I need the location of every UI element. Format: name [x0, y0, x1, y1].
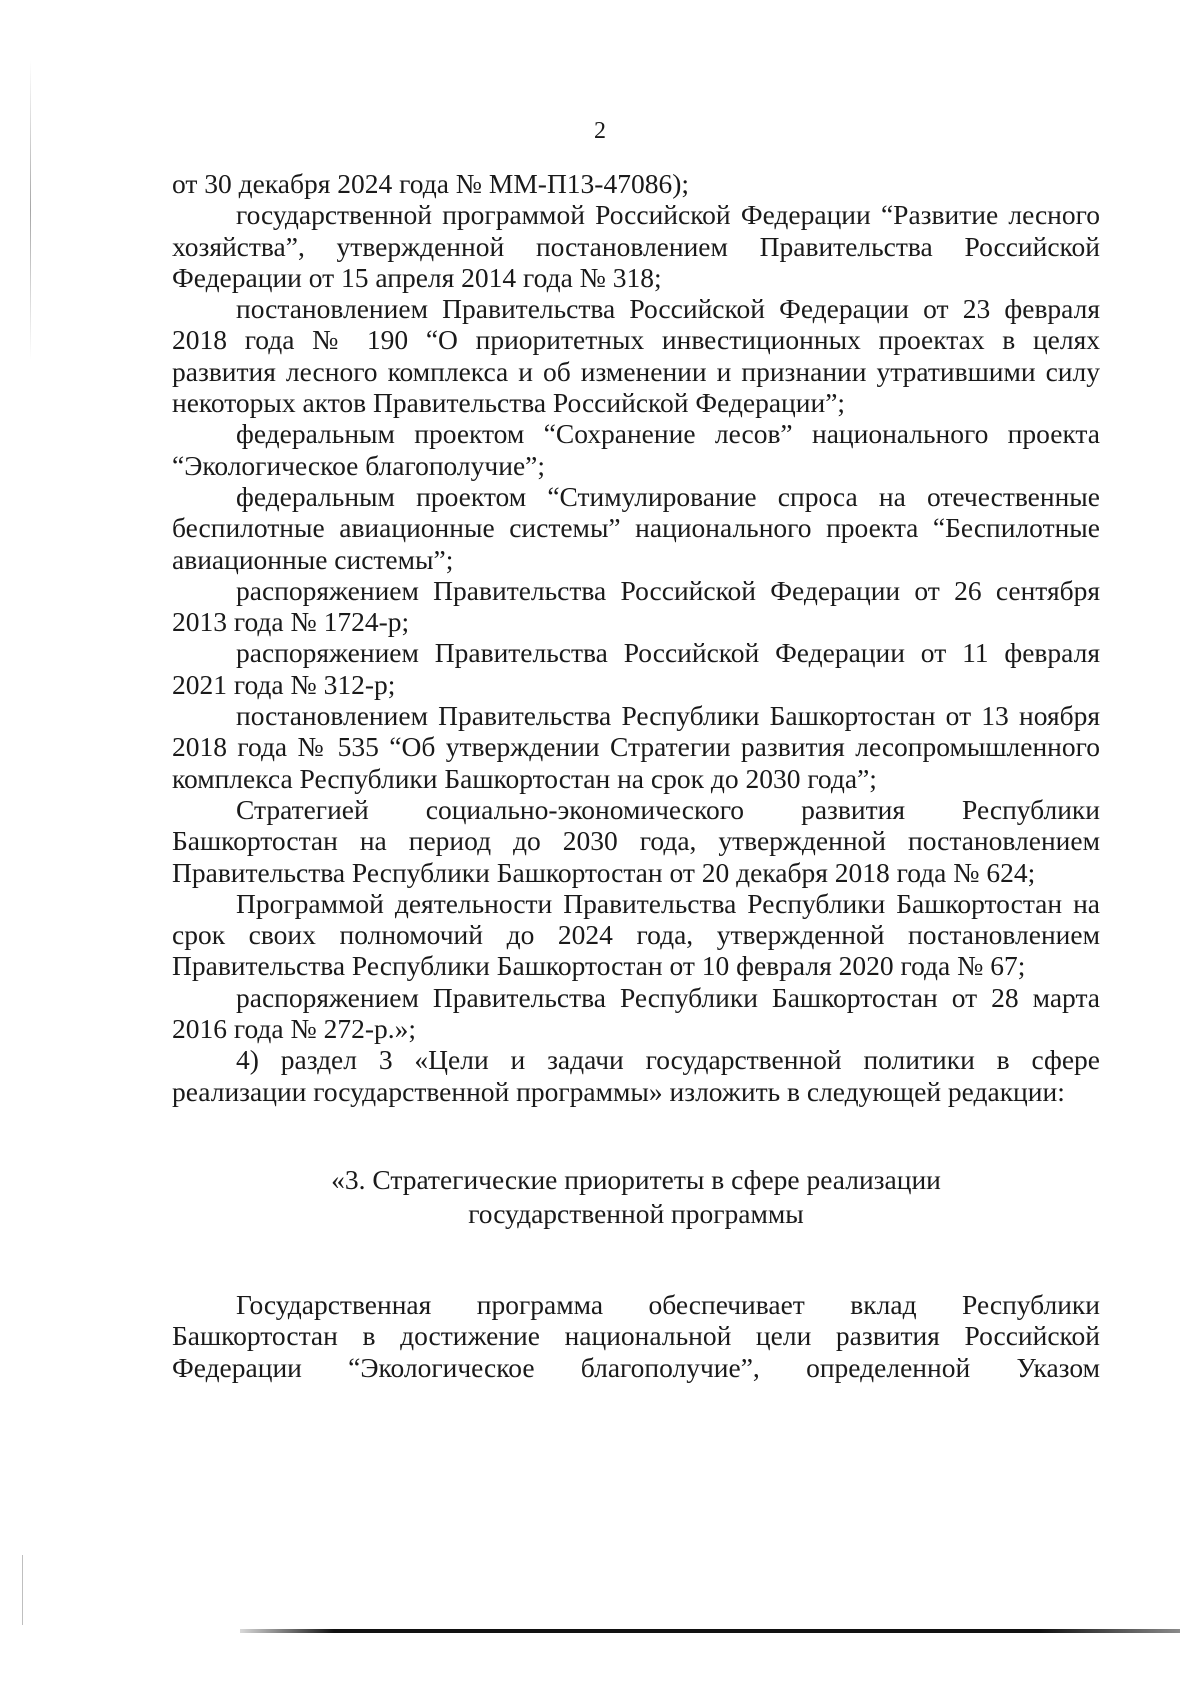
body-paragraph: Программой деятельности Правительства Республики Башкортостан на срок своих полномочий до 2024 года, утвержденной постановлением Правительства Республики Башкортостан от 10 февраля 2020 года № 67; [172, 887, 1100, 982]
body-paragraph: распоряжением Правительства Республики Башкортостан от 28 марта 2016 года № 272-р.»; [172, 981, 1100, 1045]
scan-bottom-edge [240, 1629, 1180, 1633]
paragraph-list [172, 168, 1100, 1107]
body-paragraph: государственной программой Российской Федерации “Развитие лесного хозяйства”, утвержденной постановлением Правительства Российской Федерации от 15 апреля 2014 года № 318; [172, 199, 1100, 293]
body-paragraph: федеральным проектом “Стимулирование спроса на отечественные беспилотные авиационные системы” национального проекта “Беспилотные авиационные системы”; [172, 480, 1100, 575]
section-heading-line-1: «3. Стратегические приоритеты в сфере реализации [331, 1163, 941, 1195]
body-paragraph: распоряжением Правительства Российской Федерации от 26 сентября 2013 года № 1724-р; [172, 574, 1100, 638]
section-heading [172, 1163, 1100, 1231]
section-heading-line-2: государственной программы [468, 1197, 804, 1229]
scan-artifact-left [30, 60, 31, 360]
body-paragraph: федеральным проектом “Сохранение лесов” национального проекта “Экологическое благополучие”; [172, 418, 1100, 481]
document-body [172, 168, 1100, 1383]
page-number: 2 [594, 118, 606, 144]
body-paragraph: от 30 декабря 2024 года № ММ-П13-47086); [172, 168, 690, 199]
body-paragraph: постановлением Правительства Российской Федерации от 23 февраля 2018 года № 190 “О приоритетных инвестиционных проектах в целях развития лесного комплекса и об изменении и признании утратившими силу некоторых актов Правительства Российской Федерации”; [172, 293, 1100, 419]
final-paragraph: Государственная программа обеспечивает вклад Республики Башкортостан в достижение национальной цели развития Российской Федерации “Экологическое благополучие”, определенной Указом [172, 1288, 1100, 1383]
body-paragraph: Стратегией социально-экономического развития Республики Башкортостан на период до 2030 года, утвержденной постановлением Правительства Республики Башкортостан от 20 декабря 2018 года № 624; [172, 793, 1100, 888]
body-paragraph: 4) раздел 3 «Цели и задачи государственной политики в сфере реализации государственной программы» изложить в следующей редакции: [172, 1044, 1100, 1107]
body-paragraph: постановлением Правительства Республики Башкортостан от 13 ноября 2018 года № 535 “Об утверждении Стратегии развития лесопромышленного комплекса Республики Башкортостан на срок до 2030 года”; [172, 700, 1100, 794]
body-paragraph: распоряжением Правительства Российской Федерации от 11 февраля 2021 года № 312-р; [172, 637, 1100, 700]
scan-artifact-left-bottom [22, 1555, 23, 1625]
